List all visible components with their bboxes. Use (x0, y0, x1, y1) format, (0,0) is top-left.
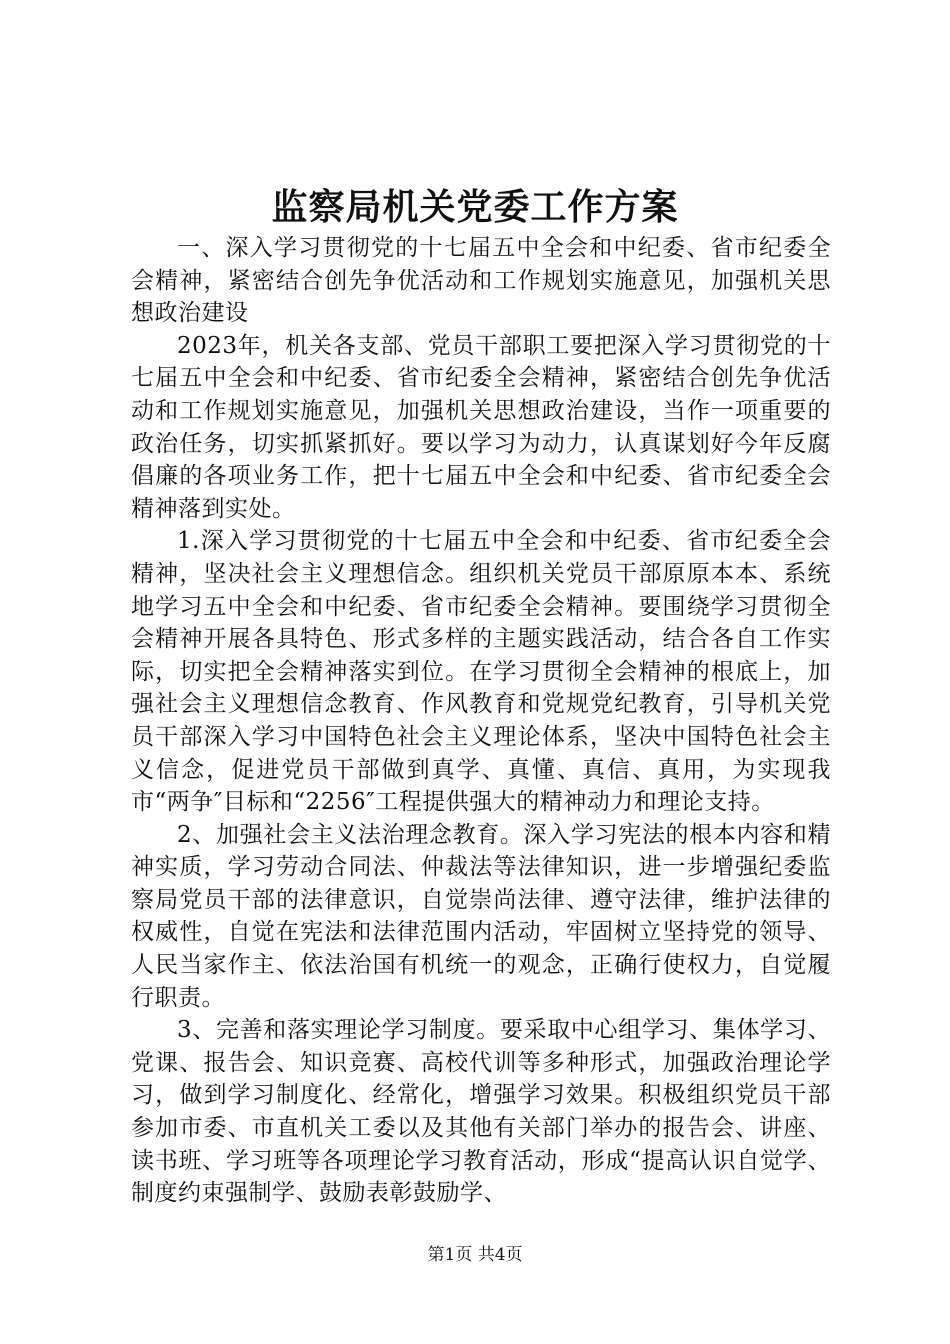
page-footer: 第1页 共4页 (427, 1245, 523, 1265)
paragraph-intro: 2023年，机关各支部、党员干部职工要把深入学习贯彻党的十七届五中全会和中纪委、省市纪委全会精神，紧密结合创先争优活动和工作规划实施意见，加强机关思想政治建设，当作一项重要的政治任务，切实抓紧抓好。要以学习为动力，认真谋划好今年反腐倡廉的各项业务工作，把十七届五中全会和中纪委、省市纪委全会精神落到实处。 (131, 332, 831, 522)
document-body (131, 232, 831, 1210)
paragraph-item-2: 2、加强社会主义法治理念教育。深入学习宪法的根本内容和精神实质，学习劳动合同法、仲裁法等法律知识，进一步增强纪委监察局党员干部的法律意识，自觉崇尚法律、遵守法律，维护法律的权威性，自觉在宪法和法律范围内活动，牢固树立坚持党的领导、人民当家作主、依法治国有机统一的观念，正确行使权力，自觉履行职责。 (131, 821, 831, 1011)
paragraph-item-1: 1.深入学习贯彻党的十七届五中全会和中纪委、省市纪委全会精神，坚决社会主义理想信念。组织机关党员干部原原本本、系统地学习五中全会和中纪委、省市纪委全会精神。要围绕学习贯彻全会精神开展各具特色、形式多样的主题实践活动，结合各自工作实际，切实把全会精神落实到位。在学习贯彻全会精神的根底上，加强社会主义理想信念教育、作风教育和党规党纪教育，引导机关党员干部深入学习中国特色社会主义理论体系，坚决中国特色社会主义信念，促进党员干部做到真学、真懂、真信、真用，为实现我市“两争″目标和“2256″工程提供强大的精神动力和理论支持。 (131, 528, 831, 816)
document-title: 监察局机关党委工作方案 (271, 186, 679, 228)
paragraph-section-heading: 一、深入学习贯彻党的十七届五中全会和中纪委、省市纪委全会精神，紧密结合创先争优活动和工作规划实施意见，加强机关思想政治建设 (131, 235, 831, 327)
paragraph-item-3: 3、完善和落实理论学习制度。要采取中心组学习、集体学习、党课、报告会、知识竞赛、高校代训等多种形式，加强政治理论学习，做到学习制度化、经常化，增强学习效果。积极组织党员干部参加市委、市直机关工委以及其他有关部门举办的报告会、讲座、读书班、学习班等各项理论学习教育活动，形成“提高认识自觉学、制度约束强制学、鼓励表彰鼓励学、 (131, 1017, 831, 1207)
